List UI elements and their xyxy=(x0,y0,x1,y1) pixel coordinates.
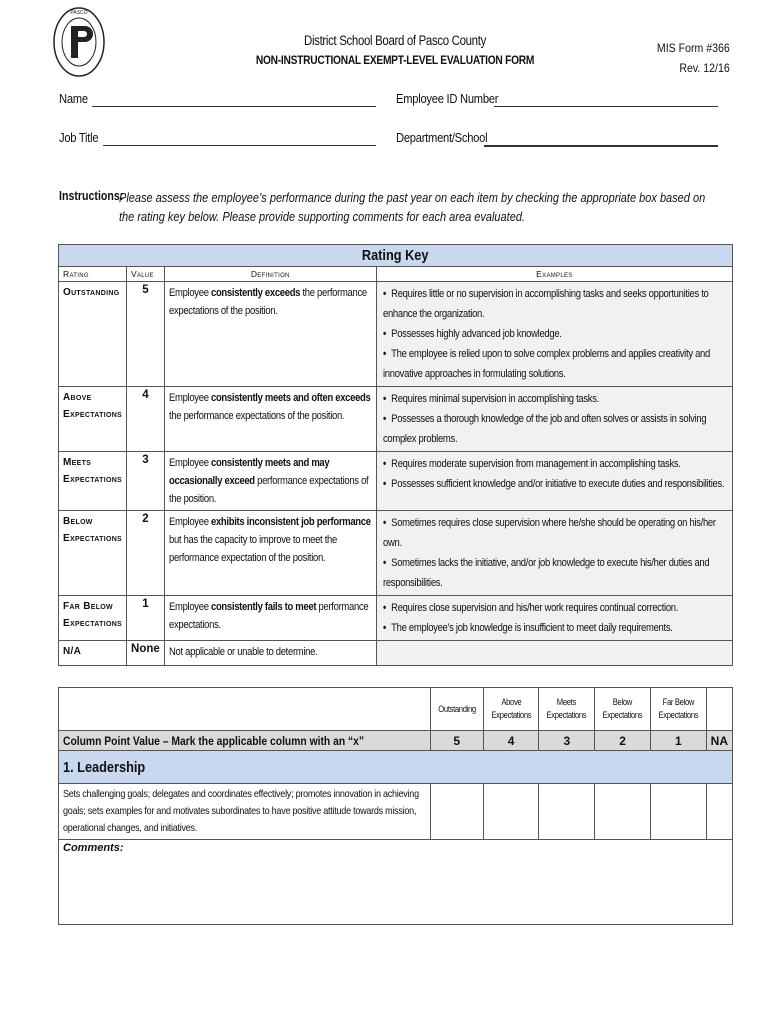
district-name: District School Board of Pasco County xyxy=(304,33,486,48)
checkbox-outstanding[interactable] xyxy=(430,784,483,840)
form-revision: Rev. 12/16 xyxy=(679,61,730,75)
example-item: • Sometimes lacks the initiative, and/or job knowledge to execute his/her duties and responsibilities. xyxy=(383,553,727,593)
district-seal-logo xyxy=(52,4,106,80)
point-4: 4 xyxy=(483,731,539,751)
checkbox-below-expectations[interactable] xyxy=(595,784,651,840)
rating-key-header-row xyxy=(59,267,733,282)
checkbox-far-below-expectations[interactable] xyxy=(650,784,706,840)
header-examples: Examples xyxy=(376,267,732,282)
example-item: • The employee’s job knowledge is insufficient to meet daily requirements. xyxy=(383,618,727,638)
rating-key-row xyxy=(59,511,733,596)
rating-examples xyxy=(376,452,732,511)
example-item: • Requires little or no supervision in accomplishing tasks and seeks opportunities to enhance the organization. xyxy=(383,284,727,324)
header-value: Value xyxy=(127,267,165,282)
rating-examples xyxy=(376,282,732,387)
column-point-label: Column Point Value – Mark the applicable column with an “x” xyxy=(59,731,431,751)
form-meta xyxy=(647,38,730,78)
point-3: 3 xyxy=(539,731,595,751)
rating-name: Below Expectations xyxy=(59,511,127,596)
section-leadership xyxy=(59,751,733,784)
job-title-field xyxy=(59,130,105,145)
job-title-line[interactable] xyxy=(103,145,376,146)
example-item: • Possesses sufficient knowledge and/or initiative to execute duties and responsibilities. xyxy=(383,474,727,494)
rating-key-row xyxy=(59,641,733,666)
name-field xyxy=(59,91,92,106)
rating-key-row xyxy=(59,596,733,641)
checkbox-na[interactable] xyxy=(706,784,732,840)
point-2: 2 xyxy=(595,731,651,751)
instructions-label: Instructions: xyxy=(59,189,124,203)
rating-definition: Employee consistently fails to meet performance expectations. xyxy=(164,596,376,641)
rating-value: None xyxy=(127,641,165,666)
svg-text:PASCO: PASCO xyxy=(70,10,88,16)
rating-name: N/A xyxy=(59,641,127,666)
rating-name: Far Below Expectations xyxy=(59,596,127,641)
employee-id-field xyxy=(396,91,515,106)
rating-value: 2 xyxy=(127,511,165,596)
checkbox-above-expectations[interactable] xyxy=(483,784,539,840)
header-definition: Definition xyxy=(164,267,376,282)
point-5: 5 xyxy=(430,731,483,751)
col-far-below-expectations: Far Below Expectations xyxy=(650,688,706,731)
form-number: MIS Form #366 xyxy=(657,41,730,55)
job-title-label: Job Title xyxy=(59,130,99,145)
col-above-expectations: Above Expectations xyxy=(483,688,539,731)
column-point-row xyxy=(59,731,733,751)
rating-key-row xyxy=(59,387,733,452)
example-item: • Possesses a thorough knowledge of the job and often solves or assists in solving complex problems. xyxy=(383,409,727,449)
column-header-row xyxy=(59,688,733,731)
rating-definition: Employee consistently exceeds the performance expectations of the position. xyxy=(164,282,376,387)
evaluation-table xyxy=(58,687,733,925)
comments-field[interactable] xyxy=(59,840,733,925)
example-item: • Possesses highly advanced job knowledge. xyxy=(383,324,727,344)
example-item: • The employee is relied upon to solve complex problems and applies creativity and innovative approaches in formulating solutions. xyxy=(383,344,727,384)
rating-definition: Not applicable or unable to determine. xyxy=(164,641,376,666)
rating-examples xyxy=(376,511,732,596)
example-item: • Sometimes requires close supervision where he/she should be operating on his/her own. xyxy=(383,513,727,553)
rating-value: 5 xyxy=(127,282,165,387)
leadership-criteria-row xyxy=(59,784,733,840)
leadership-criteria: Sets challenging goals; delegates and coordinates effectively; promotes innovation in achieving goals; sets examples for and motivates subordinates to have positive attitude towards mission, operational changes, and initiatives. xyxy=(59,784,431,840)
checkbox-meets-expectations[interactable] xyxy=(539,784,595,840)
department-line[interactable] xyxy=(484,145,718,147)
point-na: NA xyxy=(706,731,732,751)
rating-definition: Employee consistently meets and often exceeds the performance expectations of the position. xyxy=(164,387,376,452)
example-item: • Requires minimal supervision in accomplishing tasks. xyxy=(383,389,727,409)
rating-definition: Employee consistently meets and may occasionally exceed performance expectations of the position. xyxy=(164,452,376,511)
instructions-text: Please assess the employee’s performance during the past year on each item by checking the appropriate box based on the rating key below. Please provide supporting comments for each area evaluated. xyxy=(119,191,706,224)
rating-examples xyxy=(376,387,732,452)
col-na xyxy=(706,688,732,731)
rating-name: Meets Expectations xyxy=(59,452,127,511)
department-field xyxy=(396,130,502,145)
comments-row xyxy=(59,840,733,925)
form-title: NON-INSTRUCTIONAL EXEMPT-LEVEL EVALUATION FORM xyxy=(255,53,535,67)
name-label: Name xyxy=(59,91,88,106)
rating-definition: Employee exhibits inconsistent job performance but has the capacity to improve to meet the performance expectation of the position. xyxy=(164,511,376,596)
header-rating: Rating xyxy=(59,267,127,282)
section-title: 1. Leadership xyxy=(59,751,733,784)
form-header xyxy=(200,33,590,67)
department-label: Department/School xyxy=(396,130,488,145)
col-outstanding: Outstanding xyxy=(430,688,483,731)
rating-examples xyxy=(376,596,732,641)
rating-value: 4 xyxy=(127,387,165,452)
rating-name: Outstanding xyxy=(59,282,127,387)
rating-key-table xyxy=(58,244,733,666)
rating-value: 3 xyxy=(127,452,165,511)
rating-value: 1 xyxy=(127,596,165,641)
employee-id-line[interactable] xyxy=(494,106,718,107)
name-line[interactable] xyxy=(92,106,376,107)
col-below-expectations: Below Expectations xyxy=(595,688,651,731)
comments-label: Comments: xyxy=(63,842,124,854)
rating-key-row xyxy=(59,452,733,511)
point-1: 1 xyxy=(650,731,706,751)
rating-name: Above Expectations xyxy=(59,387,127,452)
employee-id-label: Employee ID Number xyxy=(396,91,499,106)
empty-header-cell xyxy=(59,688,431,731)
col-meets-expectations: Meets Expectations xyxy=(539,688,595,731)
rating-examples xyxy=(376,641,732,666)
rating-key-row xyxy=(59,282,733,387)
rating-key-title: Rating Key xyxy=(59,245,733,267)
example-item: • Requires close supervision and his/her work requires continual correction. xyxy=(383,598,727,618)
example-item: • Requires moderate supervision from management in accomplishing tasks. xyxy=(383,454,727,474)
